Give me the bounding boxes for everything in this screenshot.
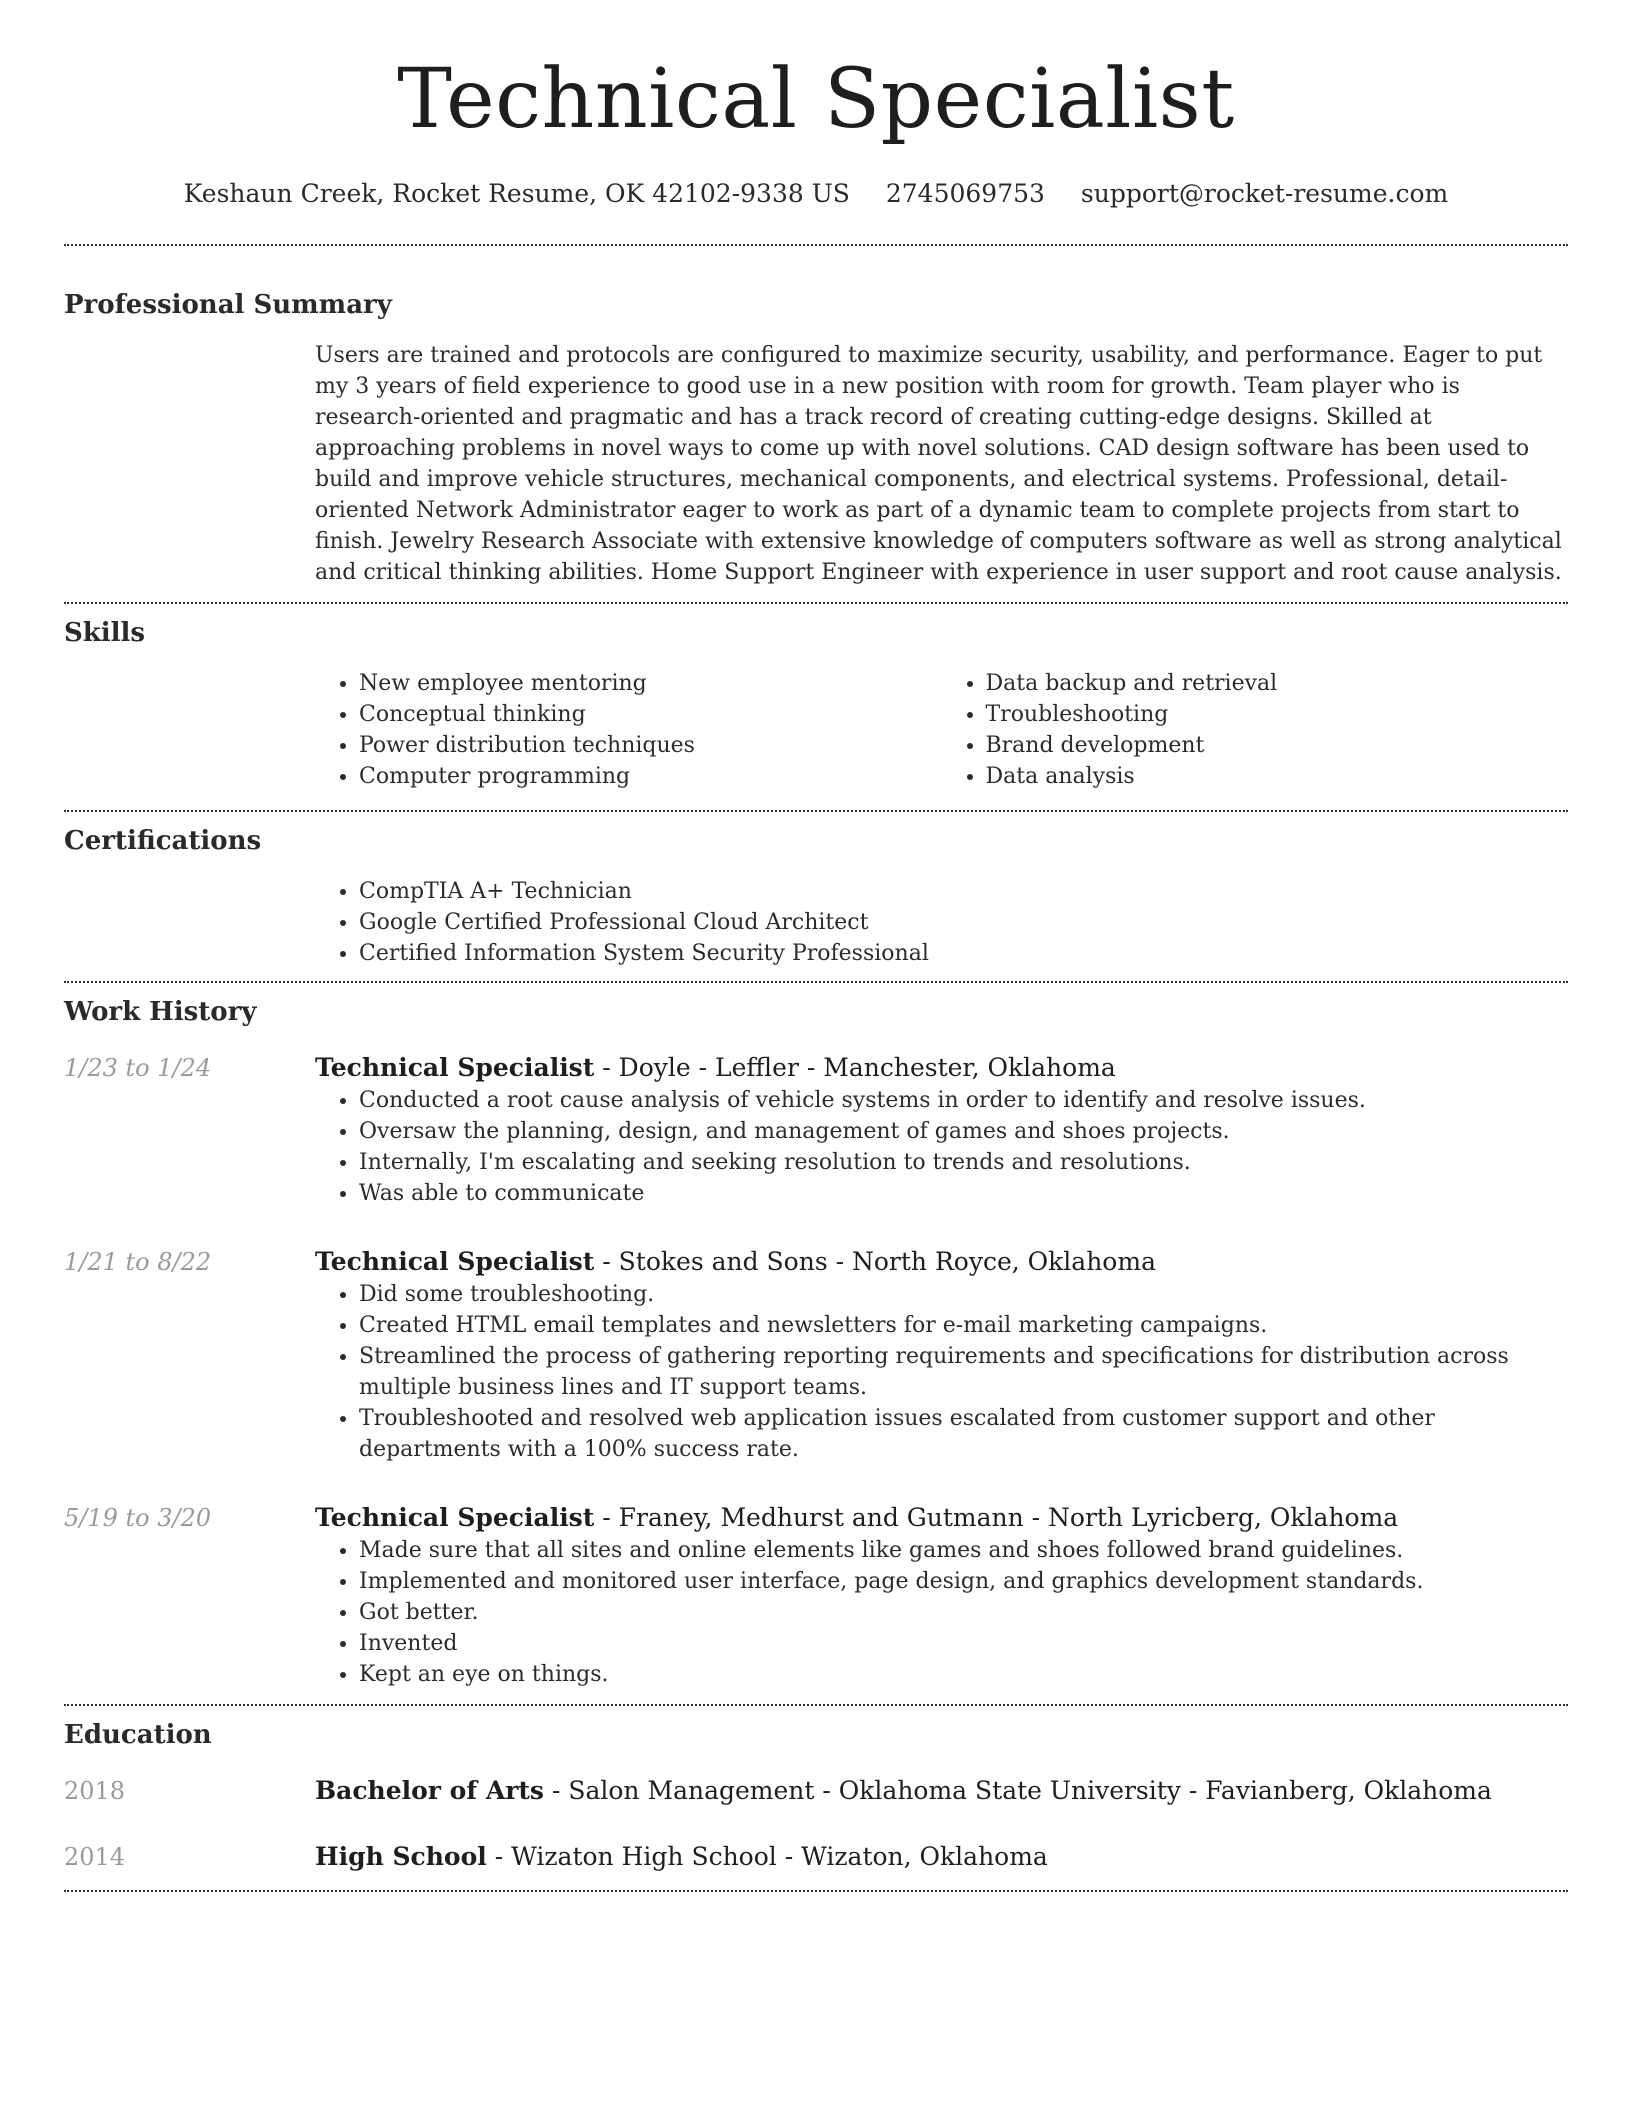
job-bullet: • Conducted a root cause analysis of vehicle systems in order to identify and resolve issues. [359, 1085, 1568, 1116]
contact-line [64, 178, 1568, 210]
job-bullet: • Internally, I'm escalating and seeking resolution to trends and resolutions. [359, 1147, 1568, 1178]
job-bullet: • Got better. [359, 1597, 1568, 1628]
skill-item: • Conceptual thinking [359, 699, 942, 730]
skills-grid [315, 650, 1568, 810]
job-bullet: • Oversaw the planning, design, and management of games and shoes projects. [359, 1116, 1568, 1147]
certification-item: • CompTIA A+ Technician [359, 876, 1568, 907]
certifications-heading: Certifications [64, 826, 262, 856]
skill-item: • Power distribution techniques [359, 730, 942, 761]
job-bullets [315, 1085, 1568, 1209]
skills-list-right [942, 668, 1569, 792]
skill-item: • New employee mentoring [359, 668, 942, 699]
job-title [315, 1501, 1568, 1535]
job-dates: 1/23 to 1/24 [64, 1054, 212, 1082]
summary-text: Users are trained and protocols are configured to maximize security, usability, and performance. Eager to put my 3 years of field experience to good use in a new position with room for growth. Team player who is research-oriented and pragmatic and has a track record of creating cutting-edge designs. Skilled at approaching problems in novel ways to come up with novel solutions. CAD design software has been used to build and improve vehicle structures, mechanical components, and electrical systems. Professional, detail-oriented Network Administrator eager to work as part of a dynamic team to complete projects from start to finish. Jewelry Research Associate with extensive knowledge of computers software as well as strong analytical and critical thinking abilities. Home Support Engineer with experience in user support and root cause analysis. [315, 343, 1562, 585]
skill-item: • Computer programming [359, 761, 942, 792]
certification-item: • Google Certified Professional Cloud Architect [359, 907, 1568, 938]
skill-item: • Brand development [986, 730, 1569, 761]
job-details: - Franey, Medhurst and Gutmann - North Lyricberg, Oklahoma [594, 1503, 1399, 1532]
certifications-section [64, 812, 1568, 981]
job-bullet: • Kept an eye on things. [359, 1659, 1568, 1690]
education-details: - Wizaton High School - Wizaton, Oklahoma [486, 1842, 1048, 1871]
contact-address: Keshaun Creek, Rocket Resume, OK 42102-9338 US [183, 179, 850, 208]
skill-item: • Data analysis [986, 761, 1569, 792]
certifications-list [315, 876, 1568, 969]
skills-section [64, 604, 1568, 810]
job-bullet: • Streamlined the process of gathering reporting requirements and specifications for distribution across multiple business lines and IT support teams. [359, 1341, 1568, 1403]
skills-heading: Skills [64, 618, 146, 648]
job-bullets [315, 1279, 1568, 1465]
job-bullet: • Was able to communicate [359, 1178, 1568, 1209]
resume-header [64, 0, 1568, 210]
contact-email: support@rocket-resume.com [1080, 179, 1449, 208]
certification-item: • Certified Information System Security Professional [359, 938, 1568, 969]
education-heading: Education [64, 1720, 212, 1750]
job-dates: 1/21 to 8/22 [64, 1248, 212, 1276]
job-bullet: • Created HTML email templates and newsletters for e-mail marketing campaigns. [359, 1310, 1568, 1341]
job-role: Technical Specialist [315, 1503, 595, 1532]
education-year: 2018 [64, 1777, 126, 1805]
work-history-heading: Work History [64, 997, 257, 1027]
job-entry [64, 1051, 1568, 1209]
education-title [315, 1774, 1568, 1808]
job-entry [64, 1245, 1568, 1465]
job-bullets [315, 1535, 1568, 1690]
job-details: - Stokes and Sons - North Royce, Oklahoma [594, 1247, 1156, 1276]
job-bullet: • Invented [359, 1628, 1568, 1659]
job-details: - Doyle - Leffler - Manchester, Oklahoma [594, 1053, 1116, 1082]
skills-list-left [315, 668, 942, 792]
divider [64, 1890, 1568, 1892]
education-section [64, 1706, 1568, 1890]
education-degree: High School [315, 1842, 487, 1871]
education-year: 2014 [64, 1843, 126, 1871]
job-entry [64, 1501, 1568, 1704]
job-bullet: • Implemented and monitored user interface, page design, and graphics development standards. [359, 1566, 1568, 1597]
skill-item: • Troubleshooting [986, 699, 1569, 730]
job-dates: 5/19 to 3/20 [64, 1504, 212, 1532]
education-degree: Bachelor of Arts [315, 1776, 545, 1805]
education-entry [64, 1840, 1568, 1890]
work-history-section [64, 983, 1568, 1704]
job-bullet: • Made sure that all sites and online elements like games and shoes followed brand guidelines. [359, 1535, 1568, 1566]
contact-phone: 2745069753 [885, 179, 1045, 208]
job-bullet: • Did some troubleshooting. [359, 1279, 1568, 1310]
job-bullet: • Troubleshooted and resolved web application issues escalated from customer support and other departments with a 100% success rate. [359, 1403, 1568, 1465]
resume-name: Technical Specialist [397, 52, 1235, 147]
education-entry [64, 1774, 1568, 1808]
education-details: - Salon Management - Oklahoma State University - Favianberg, Oklahoma [544, 1776, 1492, 1805]
summary-section [64, 246, 1568, 602]
job-title [315, 1245, 1568, 1279]
summary-heading: Professional Summary [64, 290, 392, 320]
job-title [315, 1051, 1568, 1085]
job-role: Technical Specialist [315, 1247, 595, 1276]
job-role: Technical Specialist [315, 1053, 595, 1082]
education-title [315, 1840, 1568, 1874]
skill-item: • Data backup and retrieval [986, 668, 1569, 699]
